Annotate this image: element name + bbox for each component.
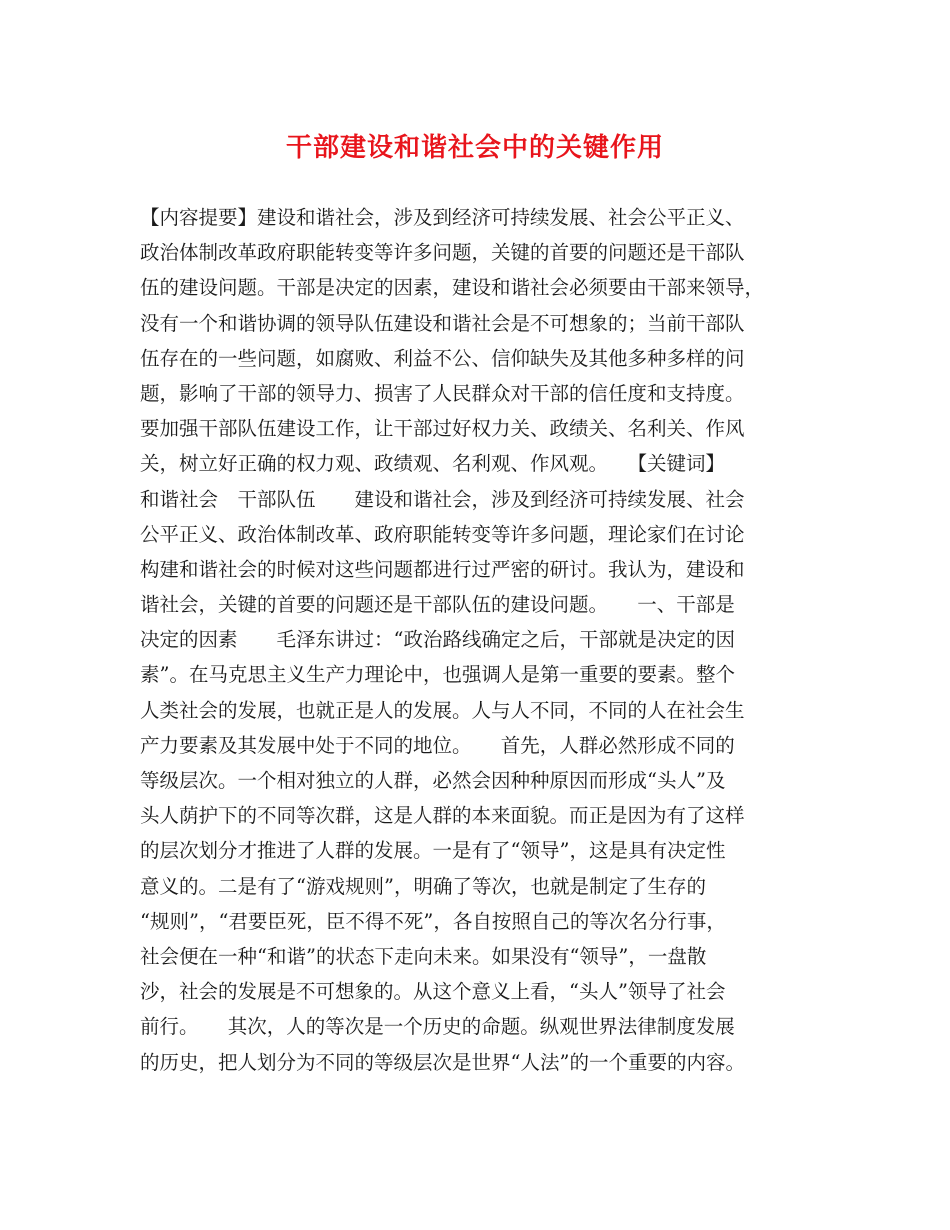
- body-line: 和谐社会 干部队伍 建设和谐社会，涉及到经济可持续发展、社会: [140, 487, 745, 511]
- body-line: 的历史，把人划分为不同的等级层次是世界“人法”的一个重要的内容。: [140, 1050, 745, 1074]
- body-line: 头人荫护下的不同等次群，这是人群的本来面貌。而正是因为有了这样: [140, 804, 745, 828]
- body-line: 社会便在一种“和谐”的状态下走向未来。如果没有“领导”，一盘散: [140, 944, 707, 968]
- body-line: 伍的建设问题。干部是决定的因素，建设和谐社会必须要由干部来领导，: [140, 276, 765, 300]
- body-line: 谐社会，关键的首要的问题还是干部队伍的建设问题。 一、干部是: [140, 593, 735, 617]
- body-line: 等级层次。一个相对独立的人群，必然会因种种原因而形成“头人”及: [140, 769, 726, 792]
- body-line: 要加强干部队伍建设工作，让干部过好权力关、政绩关、名利关、作风: [140, 417, 745, 441]
- body-line: 决定的因素 毛泽东讲过：“政治路线确定之后，干部就是决定的因: [140, 628, 735, 652]
- body-line: 产力要素及其发展中处于不同的地位。 首先，人群必然形成不同的: [140, 733, 735, 757]
- document-title: 干部建设和谐社会中的关键作用: [285, 133, 664, 163]
- document-body: [140, 200, 820, 1080]
- body-line: 伍存在的一些问题，如腐败、利益不公、信仰缺失及其他多种多样的问: [140, 346, 745, 370]
- body-line: “规则”，“君要臣死，臣不得不死”，各自按照自己的等次名分行事，: [140, 909, 726, 933]
- body-line: 关，树立好正确的权力观、政绩观、名利观、作风观。 【关键词】: [140, 452, 726, 476]
- body-line: 前行。 其次，人的等次是一个历史的命题。纵观世界法律制度发展: [140, 1015, 735, 1039]
- body-line: 没有一个和谐协调的领导队伍建设和谐社会是不可想象的；当前干部队: [140, 311, 745, 335]
- body-line: 【内容提要】建设和谐社会，涉及到经济可持续发展、社会公平正义、: [140, 206, 745, 229]
- body-line: 沙，社会的发展是不可想象的。从这个意义上看，“头人”领导了社会: [140, 980, 726, 1004]
- body-line: 素”。在马克思主义生产力理论中，也强调人是第一重要的要素。整个: [140, 663, 735, 687]
- body-line: 意义的。二是有了“游戏规则”，明确了等次，也就是制定了生存的: [140, 874, 706, 898]
- body-line: 题，影响了干部的领导力、损害了人民群众对干部的信任度和支持度。: [140, 381, 745, 405]
- body-line: 人类社会的发展，也就正是人的发展。人与人不同，不同的人在社会生: [140, 698, 745, 722]
- body-line: 政治体制改革政府职能转变等许多问题，关键的首要的问题还是干部队: [140, 241, 745, 265]
- body-line: 的层次划分才推进了人群的发展。一是有了“领导”，这是具有决定性: [140, 839, 726, 863]
- body-line: 公平正义、政治体制改革、政府职能转变等许多问题，理论家们在讨论: [140, 522, 745, 546]
- body-line: 构建和谐社会的时候对这些问题都进行过严密的研讨。我认为，建设和: [140, 557, 745, 581]
